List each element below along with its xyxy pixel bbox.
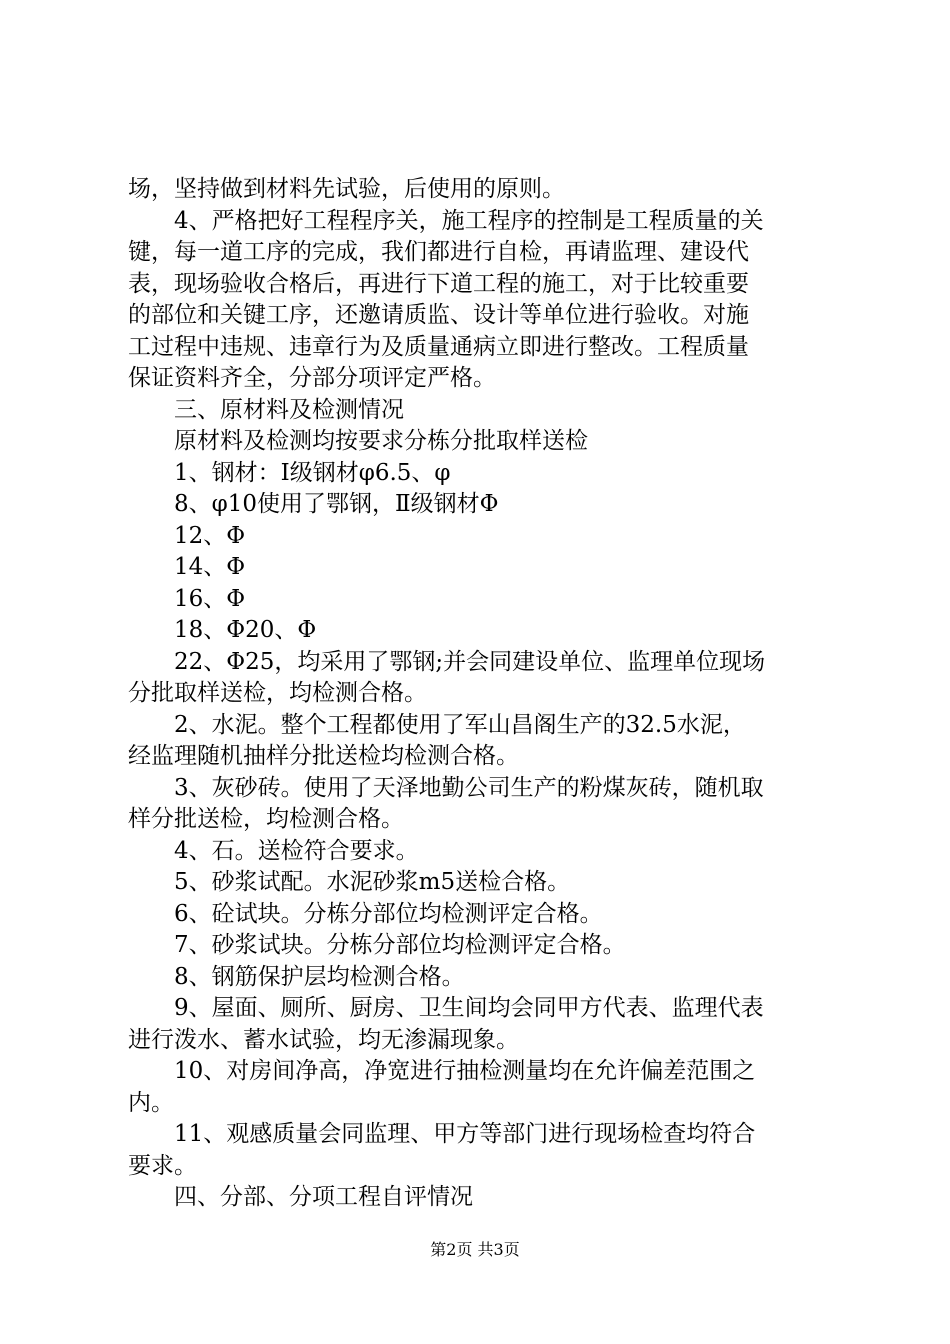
list-item: 3、灰砂砖。使用了天泽地勤公司生产的粉煤灰砖，随机取 xyxy=(128,774,764,801)
text-line: 原材料及检测均按要求分栋分批取样送检 xyxy=(128,428,588,454)
list-item: 2、水泥。整个工程都使用了军山昌阁生产的32.5水泥， xyxy=(128,711,746,738)
text-line: 表，现场验收合格后，再进行下道工程的施工，对于比较重要 xyxy=(128,270,749,297)
list-item: 5、砂浆试配。水泥砂浆m5送检合格。 xyxy=(128,869,571,895)
text-line: 内。 xyxy=(128,1089,174,1116)
section-heading: 三、原材料及检测情况 xyxy=(128,396,404,423)
list-item: 11、观感质量会同监理、甲方等部门进行现场检查均符合 xyxy=(128,1121,756,1147)
page-footer xyxy=(0,1240,950,1260)
text-line: 工过程中违规、违章行为及质量通病立即进行整改。工程质量 xyxy=(128,333,749,360)
text-line: 场，坚持做到材料先试验，后使用的原则。 xyxy=(128,176,565,202)
list-item: 18、Φ20、Φ xyxy=(128,617,317,643)
list-item: 7、砂浆试块。分栋分部位均检测评定合格。 xyxy=(128,932,626,958)
page-number: 第2页 共3页 xyxy=(430,1240,520,1259)
list-item: 16、Φ xyxy=(128,585,246,612)
list-item: 8、φ10使用了鄂钢，Ⅱ级钢材Φ xyxy=(128,491,499,517)
list-item: 14、Φ xyxy=(128,554,246,580)
text-line: 的部位和关键工序，还邀请质监、设计等单位进行验收。对施 xyxy=(128,302,749,328)
list-item: 1、钢材：Ⅰ级钢材φ6.5、φ xyxy=(128,459,451,486)
list-item: 6、砼试块。分栋分部位均检测评定合格。 xyxy=(128,900,603,927)
document-body xyxy=(128,174,830,1214)
text-line: 要求。 xyxy=(128,1152,197,1179)
list-item: 10、对房间净高，净宽进行抽检测量均在允许偏差范围之 xyxy=(128,1058,756,1084)
list-item: 9、屋面、厕所、厨房、卫生间均会同甲方代表、监理代表 xyxy=(128,995,764,1021)
text-line: 样分批送检，均检测合格。 xyxy=(128,806,404,832)
list-item: 12、Φ xyxy=(128,522,246,549)
list-item: 8、钢筋保护层均检测合格。 xyxy=(128,963,465,990)
text-line: 经监理随机抽样分批送检均检测合格。 xyxy=(128,743,519,769)
list-item: 22、Φ25，均采用了鄂钢;并会同建设单位、监理单位现场 xyxy=(128,648,766,675)
section-heading: 四、分部、分项工程自评情况 xyxy=(128,1184,473,1210)
text-line: 键，每一道工序的完成，我们都进行自检，再请监理、建设代 xyxy=(128,239,749,265)
text-line: 进行泼水、蓄水试验，均无渗漏现象。 xyxy=(128,1026,519,1053)
text-line: 保证资料齐全，分部分项评定严格。 xyxy=(128,365,496,391)
list-item: 4、石。送检符合要求。 xyxy=(128,837,419,864)
text-line: 4、严格把好工程程序关，施工程序的控制是工程质量的关 xyxy=(128,207,764,234)
text-line: 分批取样送检，均检测合格。 xyxy=(128,680,427,706)
